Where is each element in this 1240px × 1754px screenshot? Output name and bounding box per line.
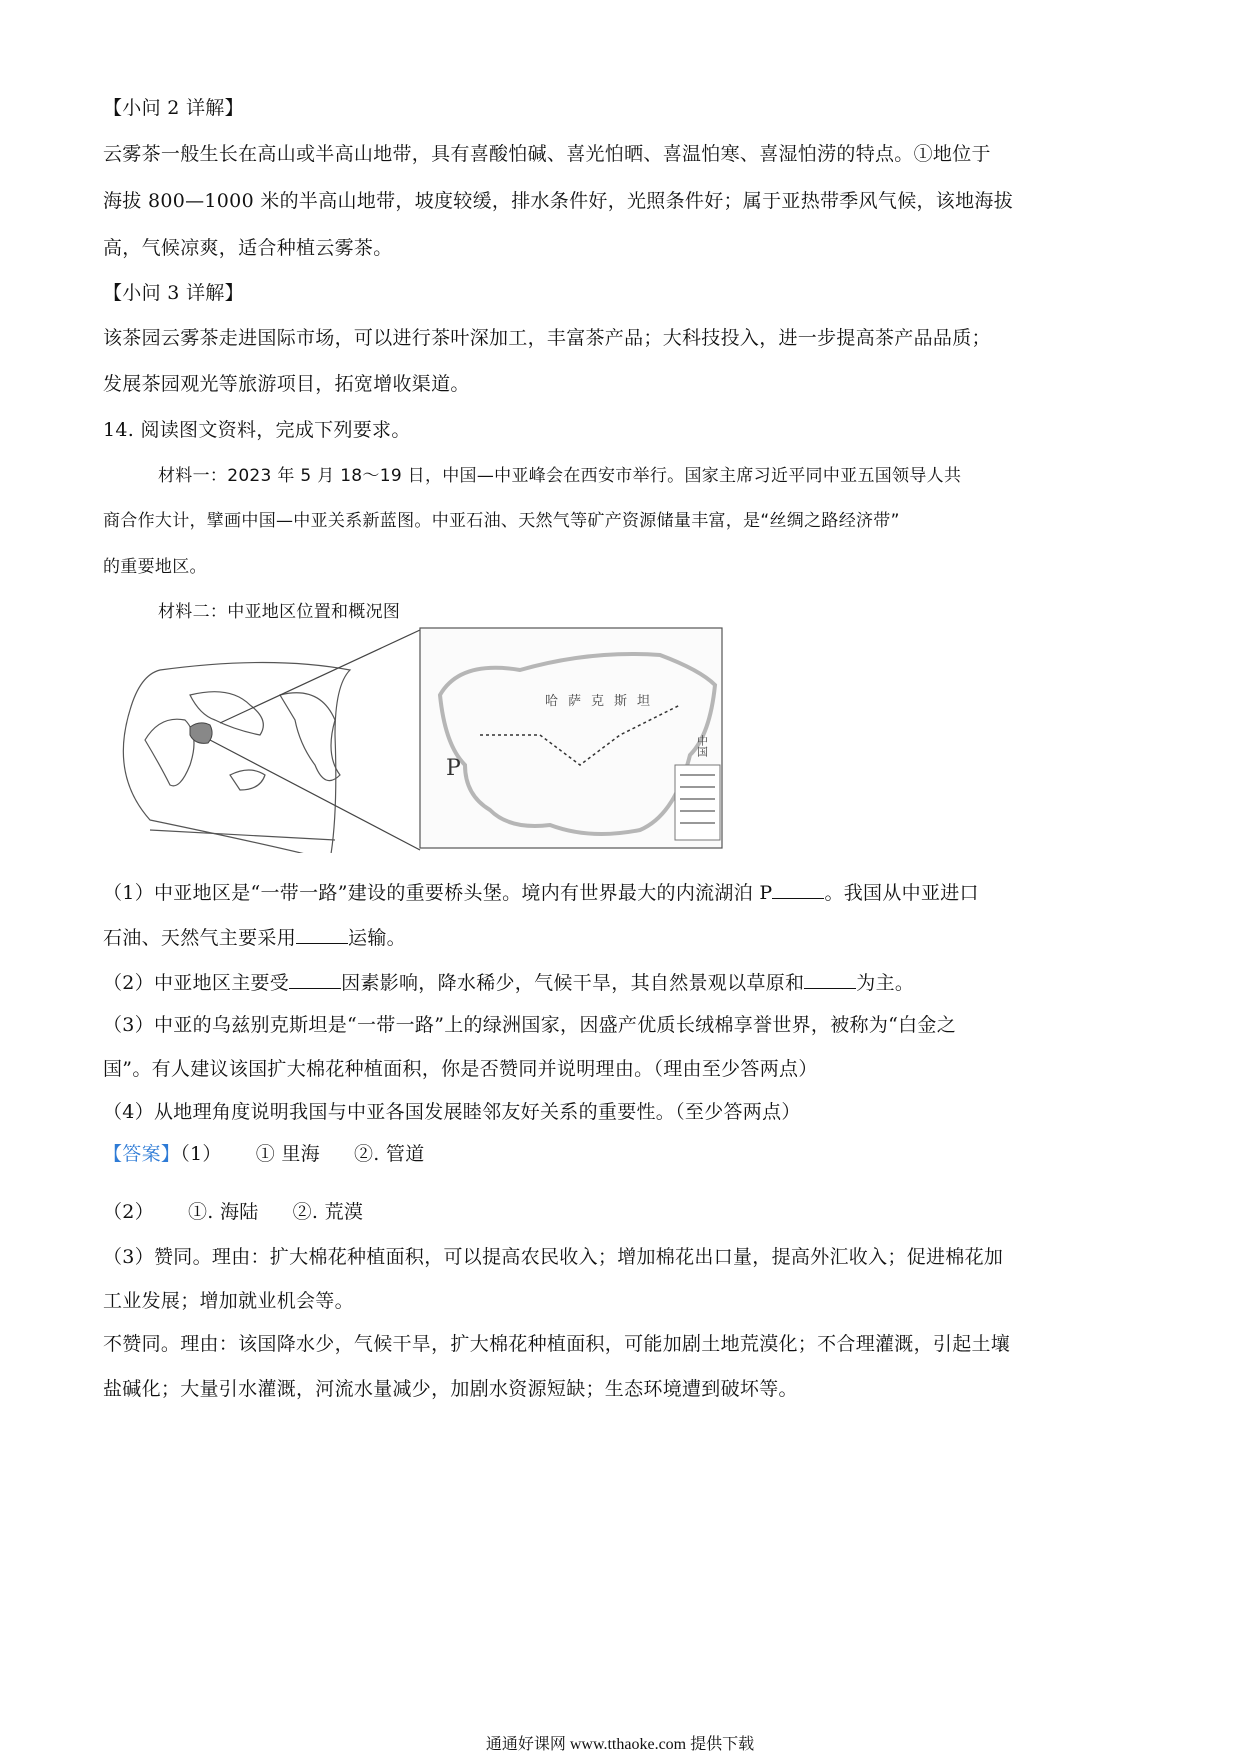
answer-blank[interactable] [772,880,824,899]
answer-part: （2） [103,1201,154,1223]
callout-line [220,630,420,723]
answer-part: ①. 海陆 [188,1201,259,1223]
answer-part: （1） [180,1143,222,1165]
q1-text: （1）中亚地区是“一带一路”建设的重要桥头堡。境内有世界最大的内流湖泊 P [103,882,773,904]
answer-3-line: 不赞同。理由：该国降水少，气候干旱，扩大棉花种植面积，可能加剧土地荒漠化；不合理灌溉，引起土壤 [103,1333,1011,1355]
sub3-heading: 【小问 3 详解】 [103,282,244,304]
sub2-line: 云雾茶一般生长在高山或半高山地带，具有喜酸怕碱、喜光怕晒、喜温怕寒、喜湿怕涝的特点。①地位于 [103,143,991,165]
q1-text: 。我国从中亚进口 [824,882,979,904]
question-3-line: 国”。有人建议该国扩大棉花种植面积，你是否赞同并说明理由。（理由至少答两点） [103,1058,818,1080]
material1-line: 材料一：2023 年 5 月 18～19 日，中国—中亚峰会在西安市举行。国家主席习近平同中亚五国领导人共 [158,466,962,486]
answer-label: 【答案】 [103,1143,181,1165]
map-label-lake-p: P [446,756,461,781]
answer-blank[interactable] [804,970,856,989]
q1-text: 石油、天然气主要采用 [103,927,297,949]
q2-text: 为主。 [856,972,915,994]
callout-line [210,740,420,850]
answer-part: ②. 荒漠 [292,1201,364,1223]
page-footer: 通通好课网 www.tthaoke.com 提供下载 [485,1736,755,1753]
q1-text: 运输。 [348,927,406,949]
map-label-china: 中国 [695,735,709,757]
answer-blank[interactable] [296,925,348,944]
material1-line: 商合作大计，擘画中国—中亚关系新蓝图。中亚石油、天然气等矿产资源储量丰富，是“丝绸之路经济带” [103,511,900,531]
question-4-line: （4）从地理角度说明我国与中亚各国发展睦邻友好关系的重要性。（至少答两点） [103,1101,801,1123]
answer-3-line: 盐碱化；大量引水灌溉，河流水量减少，加剧水资源短缺；生态环境遭到破坏等。 [103,1378,798,1400]
map-label-kazakhstan: 哈萨克斯坦 [545,694,661,709]
inset-map [420,628,722,848]
material2-caption: 材料二：中亚地区位置和概况图 [158,602,401,622]
sub2-line: 海拔 800—1000 米的半高山地带，坡度较缓，排水条件好，光照条件好；属于亚热带季风气候，该地海拔 [103,190,1013,212]
answer-line-2 [103,1200,363,1224]
answer-part: ②. 管道 [353,1143,425,1165]
central-asia-map-figure [120,625,730,853]
material1-line: 的重要地区。 [103,557,207,577]
q2-text: 因素影响，降水稀少，气候干旱，其自然景观以草原和 [341,972,805,994]
question-1-line [103,925,406,950]
question-14-title: 14. 阅读图文资料，完成下列要求。 [103,419,411,441]
answer-line-1 [103,1142,425,1166]
answer-part: ① 里海 [255,1143,320,1165]
q2-text: （2）中亚地区主要受 [103,972,290,994]
world-map [123,663,350,854]
sub3-line: 该茶园云雾茶走进国际市场，可以进行茶叶深加工，丰富茶产品；大科技投入，进一步提高茶产品品质； [103,327,991,349]
sub2-heading: 【小问 2 详解】 [103,97,244,119]
question-1-line [103,880,979,905]
answer-3-line: 工业发展；增加就业机会等。 [103,1290,354,1312]
question-2-line [103,970,914,995]
sub2-line: 高，气候凉爽，适合种植云雾茶。 [103,237,393,259]
answer-blank[interactable] [289,970,341,989]
answer-3-line: （3）赞同。理由：扩大棉花种植面积，可以提高农民收入；增加棉花出口量，提高外汇收入；促进棉花加 [103,1246,1004,1268]
question-3-line: （3）中亚的乌兹别克斯坦是“一带一路”上的绿洲国家，因盛产优质长绒棉享誉世界，被称为“白金之 [103,1014,957,1036]
sub3-line: 发展茶园观光等旅游项目，拓宽增收渠道。 [103,373,470,395]
